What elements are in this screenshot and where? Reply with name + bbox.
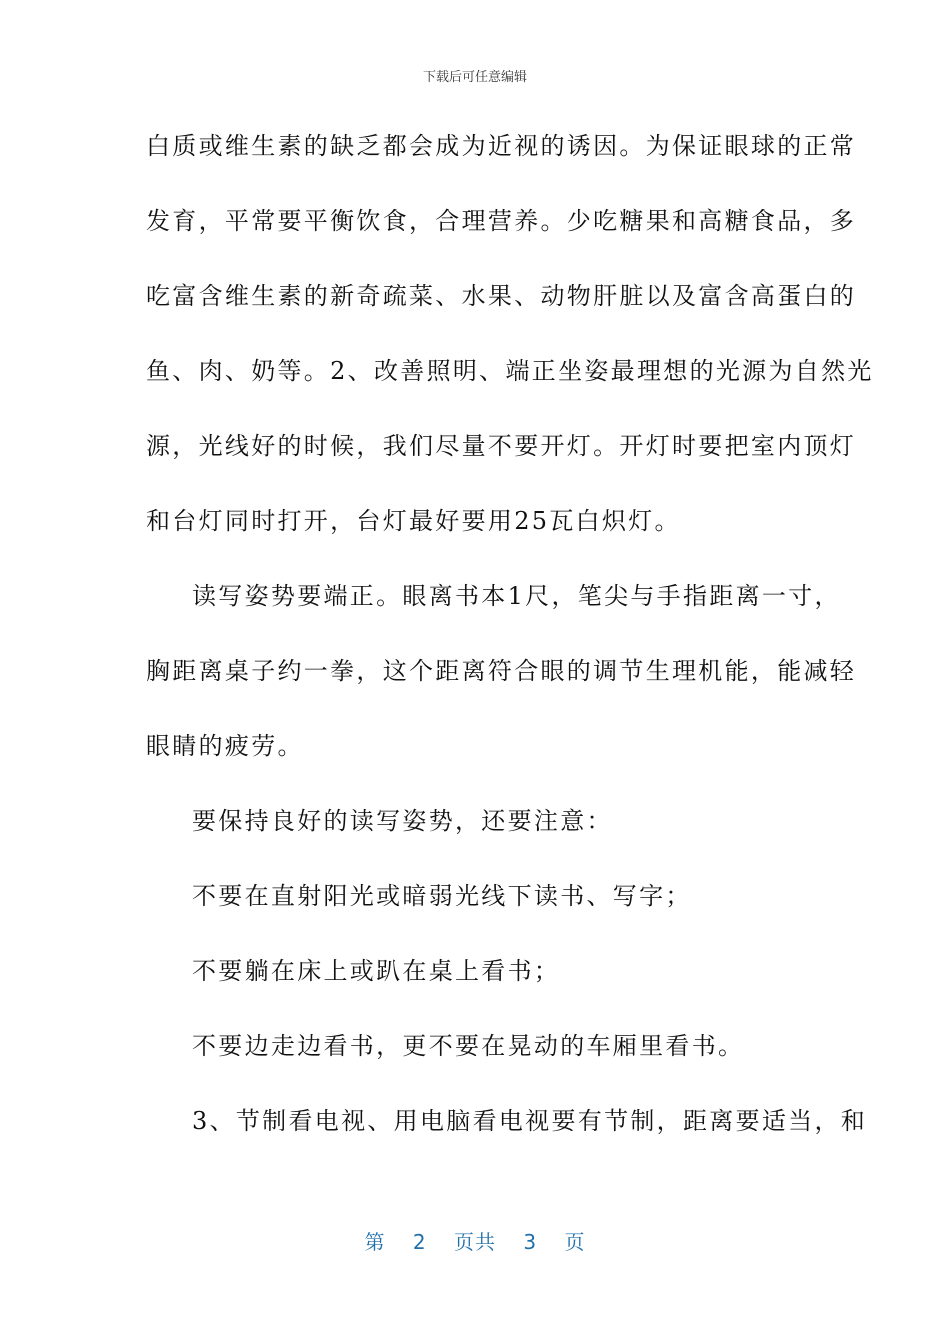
- text-line: 源，光线好的时候，我们尽量不要开灯。开灯时要把室内顶灯: [146, 432, 857, 460]
- text-line: 吃富含维生素的新奇疏菜、水果、动物肝脏以及富含高蛋白的: [146, 282, 857, 310]
- footer-middle: 页共: [454, 1230, 496, 1254]
- text-line: 白质或维生素的缺乏都会成为近视的诱因。为保证眼球的正常: [146, 132, 857, 160]
- footer-current-page: 2: [412, 1230, 427, 1254]
- text-line: 胸距离桌子约一拳，这个距离符合眼的调节生理机能，能减轻: [146, 657, 857, 685]
- text-line: 眼睛的疲劳。: [146, 732, 304, 760]
- text-line: 不要躺在床上或趴在桌上看书；: [192, 957, 561, 985]
- page-footer: [0, 1226, 950, 1255]
- text-line: 不要在直射阳光或暗弱光线下读书、写字；: [192, 882, 692, 910]
- text-line: 和台灯同时打开，台灯最好要用25瓦白炽灯。: [146, 507, 681, 535]
- footer-suffix: 页: [564, 1230, 586, 1254]
- text-line: 发育，平常要平衡饮食，合理营养。少吃糖果和高糖食品，多: [146, 207, 857, 235]
- footer-total-pages: 3: [523, 1230, 538, 1254]
- text-line: 读写姿势要端正。眼离书本1尺，笔尖与手指距离一寸，: [192, 582, 841, 610]
- text-line: 鱼、肉、奶等。2、改善照明、端正坐姿最理想的光源为自然光: [146, 357, 874, 385]
- page-header: 下载后可任意编辑: [422, 70, 527, 85]
- text-line: 要保持良好的读写姿势，还要注意：: [192, 807, 613, 835]
- text-line: 3、节制看电视、用电脑看电视要有节制，距离要适当，和: [192, 1107, 868, 1135]
- text-line: 不要边走边看书，更不要在晃动的车厢里看书。: [192, 1032, 745, 1060]
- footer-prefix: 第: [364, 1230, 386, 1254]
